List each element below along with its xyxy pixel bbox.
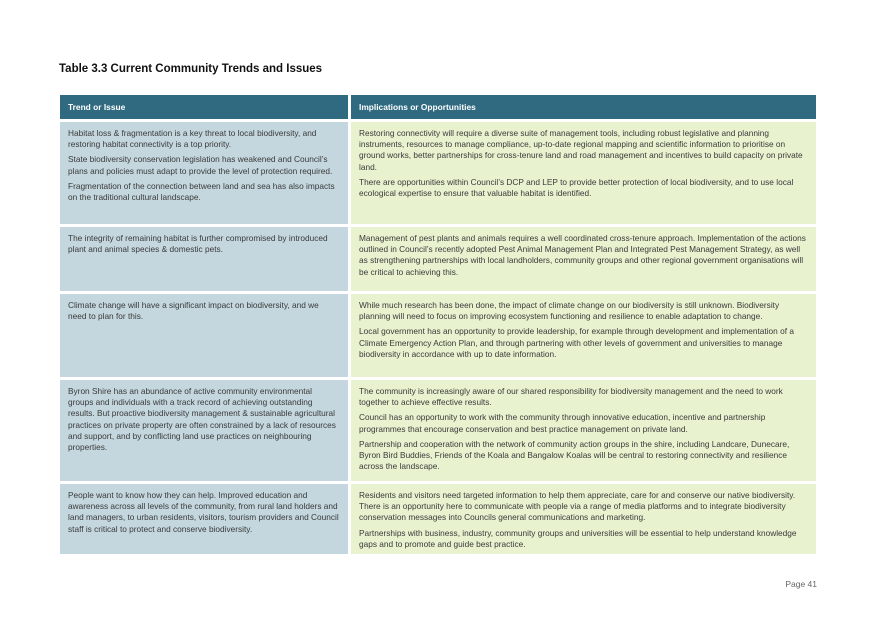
implications-paragraph: Management of pest plants and animals requires a well coordinated cross-tenure approach. Implementation of the actions outlined in Council’s recently adopted Pest Animal Management Plan and Integrated Pest Management Strategy, as well as strengthening partnerships with local landholders, community groups and other regional government organisations will be critical to achieving this. [359,233,806,277]
trend-cell [60,481,348,554]
implications-paragraph: Residents and visitors need targeted information to help them appreciate, care for and conserve our native biodiversity. There is an opportunity here to communicate with people via a range of media platforms and to integrate biodiversity conservation messages into Councils general communications and marketing. [359,490,796,523]
trend-paragraph: People want to know how they can help. Improved education and awareness across all levels of the community, from rural land holders and land managers, to urban residents, visitors, tourism providers and Council staff is critical to protect and conserve biodiversity. [68,490,339,534]
trend-cell [60,291,348,377]
implications-cell [348,291,816,377]
implications-paragraph: There are opportunities within Council’s DCP and LEP to provide better protection of local biodiversity, and to use local ecological expertise to ensure that valuable habitat is identified. [359,176,794,199]
table-row [60,291,816,377]
implications-paragraph: Council has an opportunity to work with the community through innovative education, incentive and partnership programmes that encourage conservation and best practice management on private land. [359,412,766,434]
implications-cell [348,119,816,224]
column-header-implications: Implications or Opportunities [348,95,816,119]
page-number: Page 41 [785,579,817,589]
implications-paragraph: While much research has been done, the impact of climate change on our biodiversity is still unknown. Biodiversity planning will need to focus on improving ecosystem functioning and resilience to enable adaptation to change. [359,300,780,322]
implications-paragraph: Partnership and cooperation with the network of community action groups in the shire, including Landcare, Dunecare, Byron Bird Buddies, Friends of the Koala and Bangalow Koalas will be central to restoring connectivity and resilience across the landscape. [359,438,790,472]
trend-cell [60,119,348,224]
trend-paragraph: Byron Shire has an abundance of active community environmental groups and individuals with a track record of achieving outstanding results. But proactive biodiversity management & sustainable agricultural practices on private property are often constrained by a lack of resources and support, and by conflicting land use practices on neighbouring properties. [68,386,336,453]
trend-paragraph: Fragmentation of the connection between land and sea has also impacts on the traditional cultural landscape. [68,180,335,203]
implications-cell [348,377,816,481]
implications-paragraph: Partnerships with business, industry, community groups and universities will be essential to help understand knowledge gaps and to promote and guide best practice. [359,527,797,549]
table-header-row [60,95,816,119]
table-row [60,377,816,481]
trend-cell [60,224,348,291]
trend-paragraph: Climate change will have a significant impact on biodiversity, and we need to plan for this. [68,300,319,322]
implications-cell [348,481,816,554]
table-row [60,481,816,554]
trend-paragraph: Habitat loss & fragmentation is a key threat to local biodiversity, and restoring habitat connectivity is a top priority. [68,128,317,150]
implications-paragraph: Local government has an opportunity to provide leadership, for example through development and implementation of a Climate Emergency Action Plan, and through partnering with other levels of government and universities to manage biodiversity in accordance with up to date information. [359,326,794,359]
trend-paragraph: State biodiversity conservation legislation has weakened and Council’s plans and policies must adapt to provide the level of protection required. [68,154,333,176]
table-row [60,224,816,291]
implications-cell [348,224,816,291]
implications-paragraph: Restoring connectivity will require a diverse suite of management tools, including robust legislative and planning instruments, resources to manage compliance, up-to-date regional mapping and scientific information to prioritise on ground works, better partnerships for cross-tenure land and road management and incentives to build capacity on private land. [359,128,803,172]
community-trends-table [60,95,816,554]
table-title: Table 3.3 Current Community Trends and Issues [59,63,323,75]
trend-cell [60,377,348,481]
table-row [60,119,816,224]
implications-paragraph: The community is increasingly aware of our shared responsibility for biodiversity management and the need to work together to achieve effective results. [359,386,783,408]
trend-paragraph: The integrity of remaining habitat is further compromised by introduced plant and animal species & domestic pets. [68,233,328,255]
column-header-trend: Trend or Issue [60,95,348,119]
